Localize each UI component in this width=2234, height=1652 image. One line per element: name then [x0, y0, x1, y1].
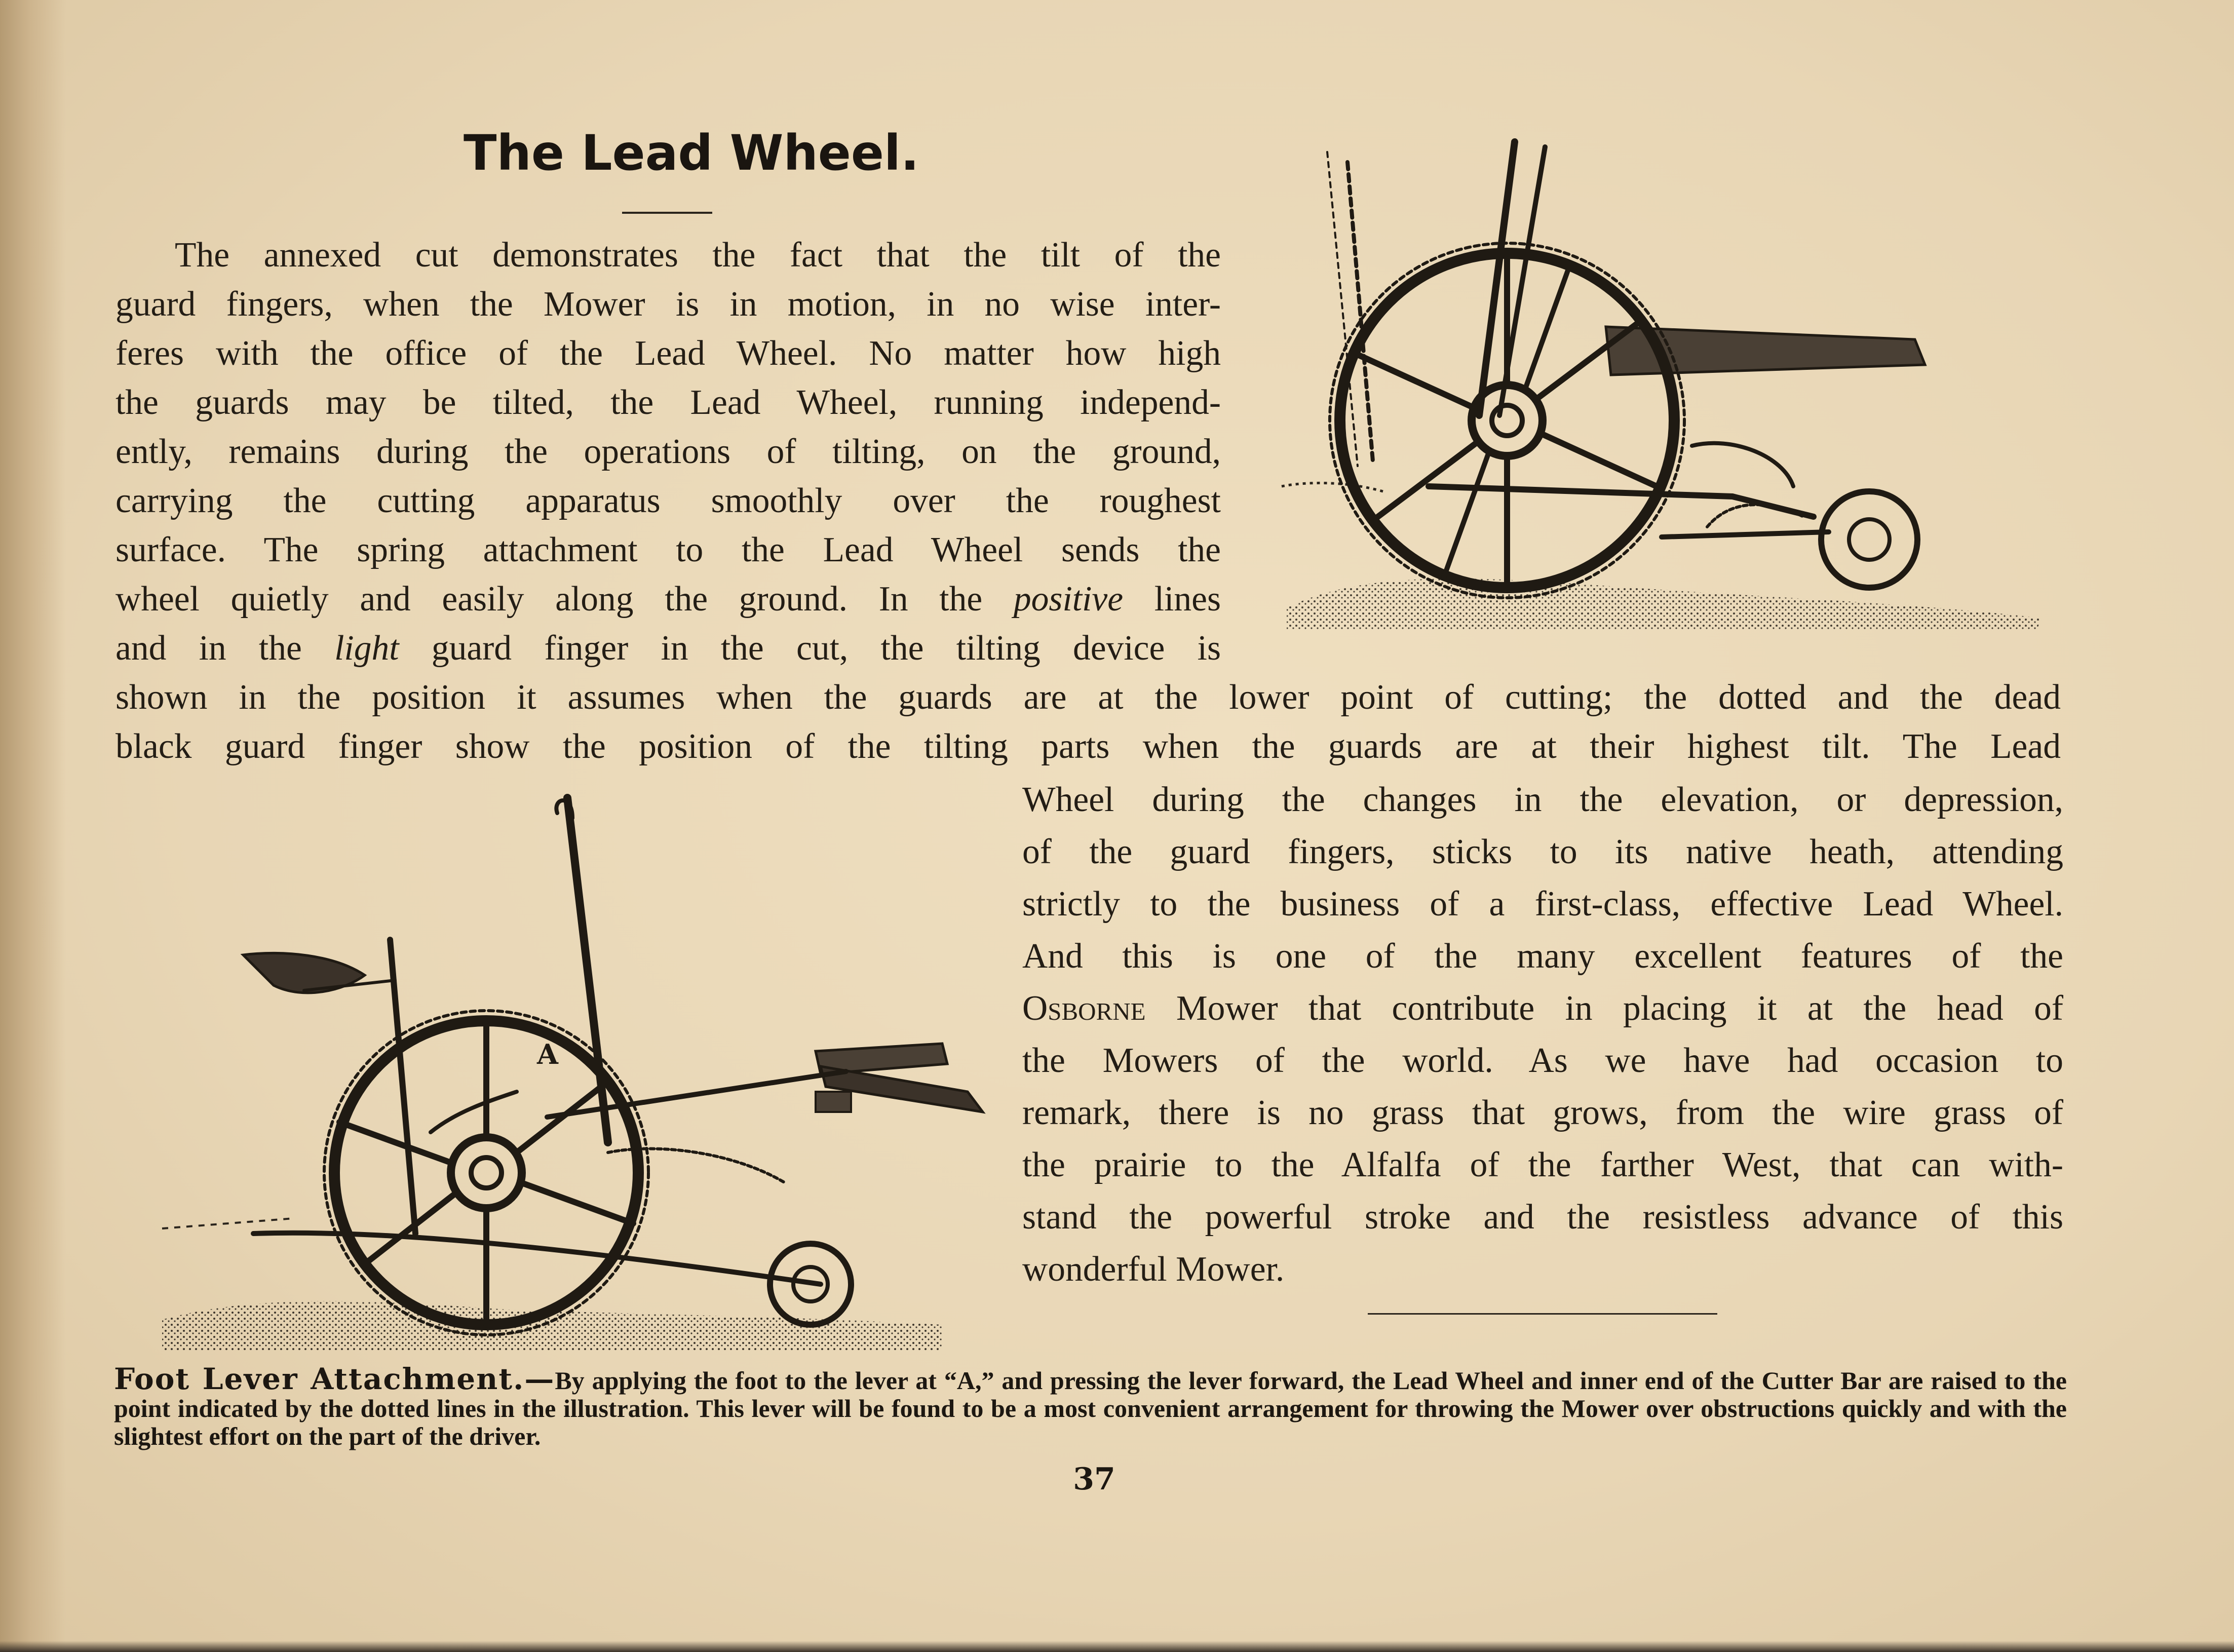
- text-line: ently, remains during the operations of tilting, on the ground,: [115, 432, 1221, 471]
- text-line: strictly to the business of a first-class, effective Lead Wheel.: [1022, 885, 2063, 924]
- lever-label-a: A: [537, 1038, 558, 1070]
- italic-term: light: [334, 629, 399, 668]
- text-line: remark, there is no grass that grows, from the wire grass of: [1022, 1093, 2063, 1132]
- text-line: shown in the position it assumes when the guards are at the lower point of cutting; the dotted and the dead: [115, 678, 2061, 717]
- text-line: the prairie to the Alfalfa of the farther West, that can with-: [1022, 1145, 2063, 1184]
- text-line: stand the powerful stroke and the resistless advance of this: [1022, 1198, 2063, 1237]
- foot-lever-illustration: [152, 788, 1003, 1355]
- caption-lead: Foot Lever Attachment.—: [114, 1362, 555, 1396]
- page-gutter-shadow: [0, 0, 66, 1652]
- text-line: carrying the cutting apparatus smoothly over the roughest: [115, 481, 1221, 520]
- text-line: The annexed cut demonstrates the fact that the tilt of the: [175, 236, 1221, 275]
- text-line: Osborne Mower that contribute in placing it at the head of: [1022, 989, 2064, 1028]
- text-line: feres with the office of the Lead Wheel. No matter how high: [115, 334, 1221, 373]
- text-line: Wheel during the changes in the elevation, or depression,: [1022, 780, 2063, 819]
- brand-name: Osborne: [1022, 989, 1146, 1028]
- figure-caption: [114, 1362, 2067, 1450]
- text-line: black guard finger show the position of the tilting parts when the guards are at their highest tilt. The Lead: [115, 727, 2061, 766]
- page-title: The Lead Wheel.: [464, 125, 919, 181]
- text-line: wonderful Mower.: [1022, 1250, 1285, 1289]
- text-line: and in the light guard finger in the cut, the tilting device is: [115, 629, 1221, 668]
- text-line: And this is one of the many excellent features of the: [1022, 937, 2063, 976]
- text-line: the Mowers of the world. As we have had occasion to: [1022, 1041, 2063, 1080]
- text-line: guard fingers, when the Mower is in motion, in no wise inter-: [115, 285, 1221, 324]
- section-divider: [1368, 1313, 1717, 1315]
- page-bottom-edge: [0, 1641, 2234, 1652]
- caption-text: By applying the foot to the lever at “A,” and pressing the lever forward, the Lead Wheel and inner end of the Cutter Bar are raised to the point indicated by the dotted lines in the illustration. This lever will be found to be a most convenient arrangement for throwing the Mower over obstructions quickly and with the slightest effort on the part of the driver.: [114, 1366, 2067, 1450]
- text-line: of the guard fingers, sticks to its native heath, attending: [1022, 832, 2063, 871]
- page-number: 37: [1073, 1462, 1115, 1497]
- text-line: the guards may be tilted, the Lead Wheel, running independ-: [115, 383, 1221, 422]
- text-line: wheel quietly and easily along the ground. In the positive lines: [115, 580, 1221, 619]
- italic-term: positive: [1013, 580, 1124, 619]
- title-divider: [622, 212, 712, 214]
- lead-wheel-illustration: [1277, 132, 2047, 633]
- text-line: surface. The spring attachment to the Lead Wheel sends the: [115, 530, 1221, 569]
